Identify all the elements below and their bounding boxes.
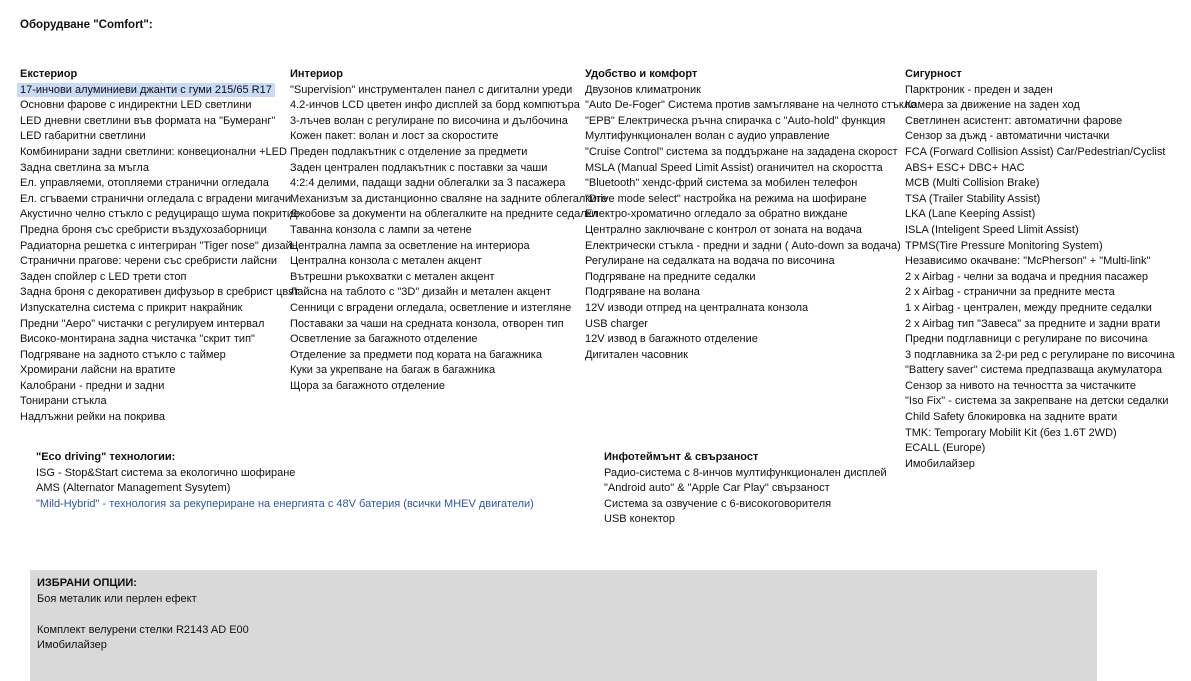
column-header-safety: Сигурност	[905, 68, 962, 80]
spec-item-comfort	[585, 254, 916, 270]
column-exterior	[20, 67, 299, 426]
spec-item-exterior	[20, 394, 299, 410]
spec-item-infotainment	[604, 466, 887, 482]
cell-text: 3 подглавника за 2-ри ред с регулиране по височина	[905, 348, 1175, 361]
spec-item-interior	[290, 207, 607, 223]
spec-item-safety	[905, 332, 1175, 348]
spec-item-comfort	[585, 114, 916, 130]
cell-text: Таванна конзола с лампи за четене	[290, 223, 472, 236]
spec-item-comfort	[585, 192, 916, 208]
spec-item-exterior	[20, 192, 299, 208]
spec-item-infotainment	[604, 512, 887, 528]
column-safety	[905, 67, 1175, 472]
cell-text: Предна броня със сребристи въздухозаборници	[20, 223, 267, 236]
cell-text: 2 x Airbag - странични за предните места	[905, 286, 1115, 299]
section-eco-driving	[36, 450, 534, 512]
spec-item-exterior	[20, 301, 299, 317]
cell-text: Двузонов климатроник	[585, 83, 701, 96]
selected-option-item	[37, 623, 1097, 639]
spec-item-exterior[interactable]	[20, 83, 299, 99]
cell-text: Централно заключване с контрол от зоната на водача	[585, 223, 862, 236]
spec-item-exterior	[20, 285, 299, 301]
cell-text: Радио-система с 8-инчов мултифункционален дисплей	[604, 466, 887, 479]
cell-text: Калобрани - предни и задни	[20, 379, 165, 392]
spec-item-safety	[905, 161, 1175, 177]
spec-item-comfort	[585, 223, 916, 239]
cell-text: Предни "Аеро" чистачки с регулируем интервал	[20, 317, 265, 330]
spec-item-comfort	[585, 83, 916, 99]
eco-driving-header: "Eco driving" технологии:	[36, 451, 176, 463]
cell-text: ISLA (Inteligent Speed Llimit Assist)	[905, 223, 1079, 236]
cell-text: USB конектор	[604, 513, 676, 526]
spec-item-interior	[290, 270, 607, 286]
cell-text: Независимо окачване: "McPherson" + "Multi-link"	[905, 255, 1151, 268]
cell-text: Задна броня с декоративен дифузьор в сребрист цвят	[20, 286, 300, 299]
cell-text: Електро-хроматично огледало за обратно виждане	[585, 208, 848, 221]
spec-item-safety	[905, 457, 1175, 473]
cell-text: Странични прагове: черени със сребристи лайсни	[20, 255, 278, 268]
cell-text: FCA (Forward Collision Assist) Car/Pedestrian/Cyclist	[905, 145, 1166, 158]
cell-text: "Bluetooth" хендс-фрий система за мобилен телефон	[585, 177, 858, 190]
spec-item-comfort	[585, 239, 916, 255]
cell-text: Комбинирани задни светлини: конвеционални +LED	[20, 145, 287, 158]
cell-text: Отделение за предмети под кората на багажника	[290, 348, 542, 361]
cell-text: Механизъм за дистанционно сваляне на задните облегалките	[290, 192, 608, 205]
spec-item-comfort	[585, 176, 916, 192]
cell-text: Преден подлакътник с отделение за предмети	[290, 145, 528, 158]
column-comfort	[585, 67, 916, 363]
cell-text: "Iso Fix" - система за закрепване на детски седалки	[905, 395, 1169, 408]
cell-text: LED габаритни светлини	[20, 130, 146, 143]
spec-item-exterior	[20, 254, 299, 270]
spec-item-safety	[905, 254, 1175, 270]
spec-item-exterior	[20, 332, 299, 348]
cell-text: Вътрешни ръкохватки с метален акцент	[290, 270, 495, 283]
spec-item-exterior	[20, 379, 299, 395]
spec-item-safety	[905, 348, 1175, 364]
cell-text: "Battery saver" система предпазваща акумулатора	[905, 364, 1162, 377]
cell-text: Задна светлина за мъгла	[20, 161, 149, 174]
spec-item-safety	[905, 176, 1175, 192]
spec-item-safety	[905, 223, 1175, 239]
cell-text: "Android auto" & "Apple Car Play" свързаност	[604, 482, 830, 495]
cell-text: Осветление за багажното отделение	[290, 333, 478, 346]
exterior-list	[20, 83, 299, 426]
cell-text: Изпускателна система с прикрит накрайник	[20, 301, 243, 314]
cell-text: Ел. управляеми, отопляеми странични огледала	[20, 177, 269, 190]
spec-item-safety	[905, 363, 1175, 379]
spec-item-interior	[290, 348, 607, 364]
spec-item-safety	[905, 239, 1175, 255]
cell-text: Високо-монтирана задна чистачка "скрит тип"	[20, 333, 255, 346]
cell-text: "Mild-Hybrid" - технология за рекупериране на енергията с 48V батерия (всички MHEV двигатели)	[36, 497, 534, 510]
spec-item-interior	[290, 145, 607, 161]
cell-text: Имобилайзер	[905, 457, 975, 470]
cell-text: 2 x Airbag - челни за водача и предния пасажер	[905, 270, 1148, 283]
interior-list	[290, 83, 607, 395]
cell-text: TSA (Trailer Stability Assist)	[905, 192, 1041, 205]
spec-item-interior	[290, 176, 607, 192]
spec-item-interior	[290, 317, 607, 333]
spec-item-comfort	[585, 317, 916, 333]
cell-text: Основни фарове с индиректни LED светлини	[20, 99, 252, 112]
spec-item-safety	[905, 83, 1175, 99]
spec-item-exterior	[20, 317, 299, 333]
cell-text: 12V извод в багажното отделение	[585, 333, 758, 346]
spec-item-safety	[905, 270, 1175, 286]
spec-item-comfort	[585, 98, 916, 114]
spec-item-eco	[36, 466, 534, 482]
selected-options-header: ИЗБРАНИ ОПЦИИ:	[37, 577, 137, 589]
page-title: Оборудване "Comfort":	[20, 19, 153, 31]
spec-item-exterior	[20, 129, 299, 145]
cell-text: Поставаки за чаши на средната конзола, отворен тип	[290, 317, 564, 330]
cell-text: Електрически стъкла - предни и задни ( Auto-down за водача)	[585, 239, 901, 252]
spec-item-exterior	[20, 410, 299, 426]
cell-text: Парктроник - преден и заден	[905, 83, 1053, 96]
cell-text: Централна конзола с метален акцент	[290, 255, 482, 268]
cell-text: Подгряване на предните седалки	[585, 270, 756, 283]
cell-text: 2 x Airbag тип "Завеса" за предните и задни врати	[905, 317, 1161, 330]
spec-item-exterior	[20, 348, 299, 364]
cell-text: Предни подглавници с регулиране по височина	[905, 333, 1148, 346]
cell-text: Мултифункционален волан с аудио управление	[585, 130, 830, 143]
spec-item-safety	[905, 145, 1175, 161]
cell-text: Имобилайзер	[37, 639, 107, 652]
spec-item-safety	[905, 426, 1175, 442]
spec-item-infotainment	[604, 497, 887, 513]
selected-option-item	[37, 592, 1097, 608]
spec-item-eco	[36, 481, 534, 497]
cell-text: Заден централен подлакътник с поставки за чаши	[290, 161, 548, 174]
selected-option-item	[37, 638, 1097, 654]
spec-item-safety	[905, 410, 1175, 426]
cell-text: Child Safety блокировка на задните врати	[905, 411, 1118, 424]
comfort-list	[585, 83, 916, 364]
cell-text: Подгряване на волана	[585, 286, 700, 299]
spec-item-safety	[905, 98, 1175, 114]
spec-item-interior	[290, 192, 607, 208]
spec-item-safety	[905, 379, 1175, 395]
cell-text: USB charger	[585, 317, 648, 330]
spec-item-interior	[290, 83, 607, 99]
cell-text: 17-инчови алуминиеви джанти с гуми 215/65 R17	[17, 83, 275, 97]
cell-text: TPMS(Tire Pressure Monitoring System)	[905, 239, 1103, 252]
spec-item-comfort	[585, 129, 916, 145]
safety-list	[905, 83, 1175, 473]
column-interior	[290, 67, 607, 394]
spec-item-exterior	[20, 207, 299, 223]
spec-item-interior	[290, 161, 607, 177]
spec-item-safety	[905, 192, 1175, 208]
cell-text: Куки за укрепване на багаж в багажника	[290, 364, 496, 377]
cell-text: MCB (Multi Collision Brake)	[905, 177, 1040, 190]
cell-text: "Supervision" инструментален панел с дигитални уреди	[290, 83, 573, 96]
cell-text: Тонирани стъкла	[20, 395, 107, 408]
column-header-exterior: Екстериор	[20, 68, 78, 80]
spec-item-safety	[905, 317, 1175, 333]
spec-item-comfort	[585, 285, 916, 301]
cell-text	[37, 608, 40, 620]
spec-item-interior	[290, 114, 607, 130]
cell-text: Подгряване на задното стъкло с таймер	[20, 348, 226, 361]
spec-item-safety	[905, 129, 1175, 145]
spec-item-safety	[905, 207, 1175, 223]
cell-text: 3-лъчев волан с регулиране по височина и дълбочина	[290, 114, 568, 127]
spec-item-eco	[36, 497, 534, 513]
spec-item-comfort	[585, 145, 916, 161]
spec-item-safety	[905, 114, 1175, 130]
spec-item-exterior	[20, 98, 299, 114]
cell-text: 4:2:4 делими, падащи задни облегалки за 3 пасажера	[290, 177, 566, 190]
cell-text: Щора за багажното отделение	[290, 379, 445, 392]
cell-text: Боя металик или перлен ефект	[37, 592, 197, 605]
cell-text: ECALL (Europe)	[905, 442, 986, 455]
cell-text: ISG - Stop&Start система за екологично шофиране	[36, 466, 296, 479]
spec-item-exterior	[20, 239, 299, 255]
selected-option-item	[37, 607, 1097, 623]
spec-item-safety	[905, 301, 1175, 317]
cell-text: ABS+ ESC+ DBC+ HAC	[905, 161, 1025, 174]
cell-text: AMS (Alternator Management Sysytem)	[36, 482, 231, 495]
spec-item-comfort	[585, 301, 916, 317]
spec-item-exterior	[20, 114, 299, 130]
cell-text: Лайсна на таблото с "3D" дизайн и метален акцент	[290, 286, 551, 299]
spec-item-interior	[290, 379, 607, 395]
spec-item-comfort	[585, 348, 916, 364]
section-infotainment	[604, 450, 887, 528]
spec-item-comfort	[585, 161, 916, 177]
spec-item-interior	[290, 129, 607, 145]
cell-text: Хромирани лайсни на вратите	[20, 364, 176, 377]
spec-item-safety	[905, 285, 1175, 301]
cell-text: LED дневни светлини във формата на "Бумеранг"	[20, 114, 276, 127]
spec-item-comfort	[585, 207, 916, 223]
spec-item-interior	[290, 239, 607, 255]
cell-text: Заден спойлер с LED трети стоп	[20, 270, 187, 283]
cell-text: Камера за движение на заден ход	[905, 99, 1080, 112]
spec-item-comfort	[585, 332, 916, 348]
cell-text: Комплект велурени стелки R2143 AD E00	[37, 623, 249, 636]
spec-item-safety	[905, 441, 1175, 457]
spec-item-safety	[905, 394, 1175, 410]
cell-text: LKA (Lane Keeping Assist)	[905, 208, 1036, 221]
cell-text: Ел. сгъваеми странични огледала с вградени мигачи	[20, 192, 291, 205]
spec-item-interior	[290, 223, 607, 239]
cell-text: TMK: Temporary Mobilit Kit (без 1.6T 2WD)	[905, 426, 1117, 439]
cell-text: "Drive mode select" настройка на режима на шофиране	[585, 192, 867, 205]
spec-item-comfort	[585, 270, 916, 286]
spec-item-exterior	[20, 363, 299, 379]
column-header-interior: Интериор	[290, 68, 343, 80]
spec-item-interior	[290, 332, 607, 348]
cell-text: 4.2-инчов LCD цветен инфо дисплей за борд компютъра	[290, 99, 580, 112]
cell-text: Регулиране на седалката на водача по височина	[585, 255, 835, 268]
cell-text: 1 x Airbag - централен, между предните седалки	[905, 301, 1152, 314]
column-header-comfort: Удобство и комфорт	[585, 68, 698, 80]
cell-text: Централна лампа за осветление на интериора	[290, 239, 530, 252]
spec-item-exterior	[20, 270, 299, 286]
cell-text: "Auto De-Foger" Система против замъгляване на челното стъкло	[585, 99, 917, 112]
spec-item-interior	[290, 254, 607, 270]
cell-text: Сензор за дъжд - автоматични чистачки	[905, 130, 1110, 143]
cell-text: Светлинен асистент: автоматични фарове	[905, 114, 1123, 127]
infotainment-list	[604, 466, 887, 528]
cell-text: MSLA (Manual Speed Limit Assist) оганичител на скоростта	[585, 161, 883, 174]
spec-item-interior	[290, 363, 607, 379]
cell-text: "EPB" Електрическа ръчна спирачка с "Auto-hold" функция	[585, 114, 886, 127]
spec-item-exterior	[20, 176, 299, 192]
cell-text: "Cruise Control" система за поддържане на зададена скорост	[585, 145, 898, 158]
spec-item-interior	[290, 285, 607, 301]
cell-text: Радиаторна решетка с интегриран "Tiger nose" дизайн	[20, 239, 298, 252]
cell-text: Акустично челно стъкло с редуциращо шума покритие	[20, 208, 300, 221]
cell-text: Надлъжни рейки на покрива	[20, 411, 166, 424]
cell-text: Кожен пакет: волан и лост за скоростите	[290, 130, 499, 143]
spec-item-exterior	[20, 145, 299, 161]
cell-text: 12V изводи отпред на централната конзола	[585, 301, 809, 314]
cell-text: Сенници с вградени огледала, осветление и изтегляне	[290, 301, 572, 314]
selected-options-box	[30, 570, 1097, 681]
spec-item-exterior	[20, 161, 299, 177]
cell-text: Джобове за документи на облегалките на предните седалки	[290, 208, 598, 221]
spec-item-interior	[290, 301, 607, 317]
eco-driving-list	[36, 466, 534, 513]
spec-item-interior	[290, 98, 607, 114]
infotainment-header: Инфотеймънт & свързаност	[604, 451, 759, 463]
cell-text: Дигитален часовник	[585, 348, 688, 361]
spec-item-exterior	[20, 223, 299, 239]
selected-options-list	[37, 592, 1097, 654]
cell-text: Система за озвучение с 6-високоговорителя	[604, 497, 832, 510]
spec-item-infotainment	[604, 481, 887, 497]
cell-text: Сензор за нивото на течността за чистачките	[905, 379, 1137, 392]
